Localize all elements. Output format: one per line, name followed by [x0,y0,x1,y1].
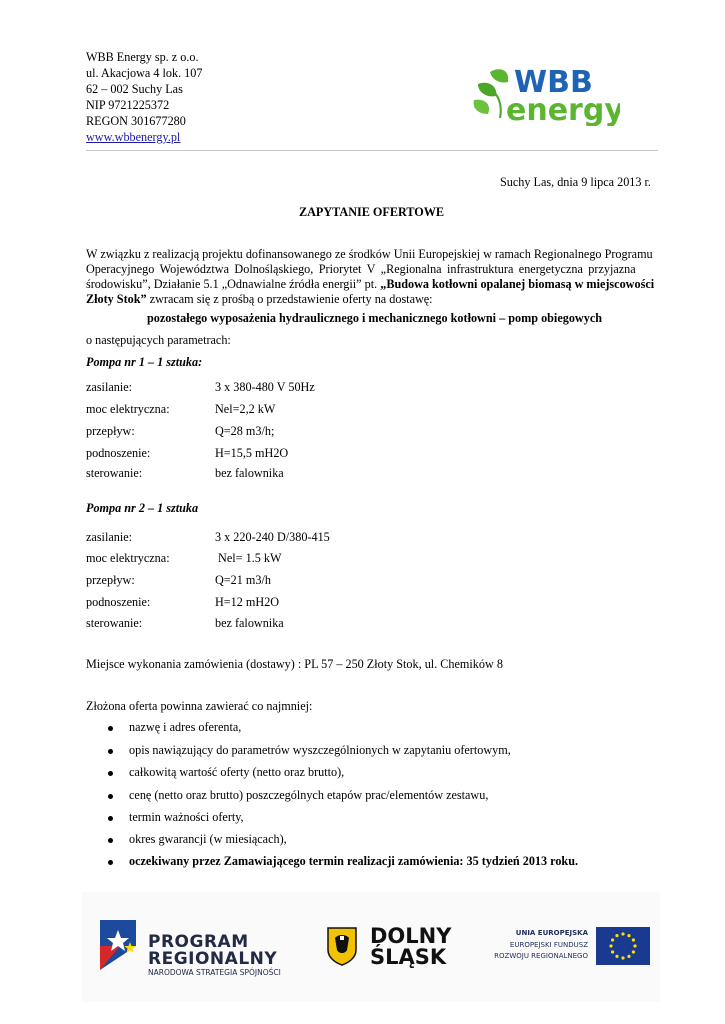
list-item: cenę (netto oraz brutto) poszczególnych etapów prac/elementów zestawu, [129,788,489,802]
pump-1-label-control: sterowanie: [86,466,143,480]
intro-line-4 [86,292,433,306]
bullet-icon [108,860,113,865]
bullet-icon [108,816,113,821]
dolny-slask-coat-of-arms [326,926,358,966]
bullet-icon [108,771,113,776]
energy-logo-text: energy [506,93,620,126]
pump-2-heading: Pompa nr 2 – 1 sztuka [86,501,199,515]
pump-2-label-control: sterowanie: [86,616,143,630]
pump-2-value-electric-power: Nel= 1.5 kW [215,551,282,565]
header-divider [86,150,658,151]
pump-2-value-flow: Q=21 m3/h [215,573,271,587]
footer-logos [82,892,660,1002]
wbb-energy-logo [470,62,620,126]
delivery-place: Miejsce wykonania zamówienia (dostawy) : PL 57 – 250 Złoty Stok, ul. Chemików 8 [86,657,503,671]
pump-1-label-flow: przepływ: [86,424,135,438]
ue-line-2: EUROPEJSKI FUNDUSZ [509,941,588,949]
pump-1-heading: Pompa nr 1 – 1 sztuka: [86,355,203,369]
ue-line-3: ROZWOJU REGIONALNEGO [494,952,588,960]
pump-1-label-head: podnoszenie: [86,446,151,460]
date-line: Suchy Las, dnia 9 lipca 2013 r. [500,175,651,189]
pump-2-label-flow: przepływ: [86,573,135,587]
eu-flag-icon [596,927,650,965]
intro-line-3 [86,277,654,291]
program-line-2: REGIONALNY [148,949,278,969]
intro-line-1: W związku z realizacją projektu dofinansowanego ze środków Unii Europejskiej w ramach Regionalnego Programu [86,247,653,261]
ue-line-1: UNIA EUROPEJSKA [515,929,588,937]
program-regionalny-emblem [96,916,140,974]
program-line-3: NARODOWA STRATEGIA SPÓJNOŚCI [148,968,281,977]
intro-line-2: Operacyjnego Województwa Dolnośląskiego, Priorytet V „Regionalna infrastruktura energetyczna przyjazna [86,262,636,276]
pump-2-value-head: H=12 mH2O [215,595,280,609]
pump-1-value-head: H=15,5 mH2O [215,446,289,460]
pump-1-value-power-supply: 3 x 380-480 V 50Hz [215,380,315,394]
program-line-1: PROGRAM [148,932,249,952]
pump-1-label-power-supply: zasilanie: [86,380,133,394]
pump-1-value-flow: Q=28 m3/h; [215,424,275,438]
pump-2-value-control: bez falownika [215,616,284,630]
pump-2-label-power-supply: zasilanie: [86,530,133,544]
document-title: ZAPYTANIE OFERTOWE [299,205,445,219]
project-title-part-1: „Budowa kotłowni opalanej biomasą w miejscowości [380,277,655,291]
list-item: całkowitą wartość oferty (netto oraz brutto), [129,765,345,779]
list-item: opis nawiązujący do parametrów wyszczególnionych w zapytaniu ofertowym, [129,743,511,757]
company-regon: REGON 301677280 [86,114,186,128]
pump-2-label-head: podnoszenie: [86,595,151,609]
list-item: okres gwarancji (w miesiącach), [129,832,287,846]
intro-line-4-text: zwracam się z prośbą o przedstawienie oferty na dostawę: [146,292,433,306]
order-subject: pozostałego wyposażenia hydraulicznego i mechanicznego kotłowni – pomp obiegowych [147,311,603,325]
intro-line-3-text: środowisku”, Działanie 5.1 „Odnawialne źródła energii” pt. [86,277,381,291]
list-item: nazwę i adres oferenta, [129,720,242,734]
dolny-line-2: ŚLĄSK [370,945,447,969]
company-website-link[interactable]: www.wbbenergy.pl [86,130,181,144]
company-nip: NIP 9721225372 [86,98,170,112]
list-item: termin ważności oferty, [129,810,244,824]
bullet-icon [108,726,113,731]
wbb-logo-text: WBB [514,65,593,100]
company-name: WBB Energy sp. z o.o. [86,50,199,64]
bullet-icon [108,794,113,799]
params-intro: o następujących parametrach: [86,333,231,347]
pump-1-label-electric-power: moc elektryczna: [86,402,170,416]
offer-intro: Złożona oferta powinna zawierać co najmniej: [86,699,313,713]
dolny-line-1: DOLNY [370,924,452,948]
pump-1-value-control: bez falownika [215,466,284,480]
company-city: 62 – 002 Suchy Las [86,82,183,96]
company-street: ul. Akacjowa 4 lok. 107 [86,66,203,80]
pump-2-label-electric-power: moc elektryczna: [86,551,170,565]
bullet-icon [108,749,113,754]
list-item-deadline: oczekiwany przez Zamawiającego termin realizacji zamówienia: 35 tydzień 2013 roku. [129,854,579,868]
bullet-icon [108,838,113,843]
pump-2-value-power-supply: 3 x 220-240 D/380-415 [215,530,330,544]
project-title-part-2: Złoty Stok” [86,292,147,306]
pump-1-value-electric-power: Nel=2,2 kW [215,402,276,416]
